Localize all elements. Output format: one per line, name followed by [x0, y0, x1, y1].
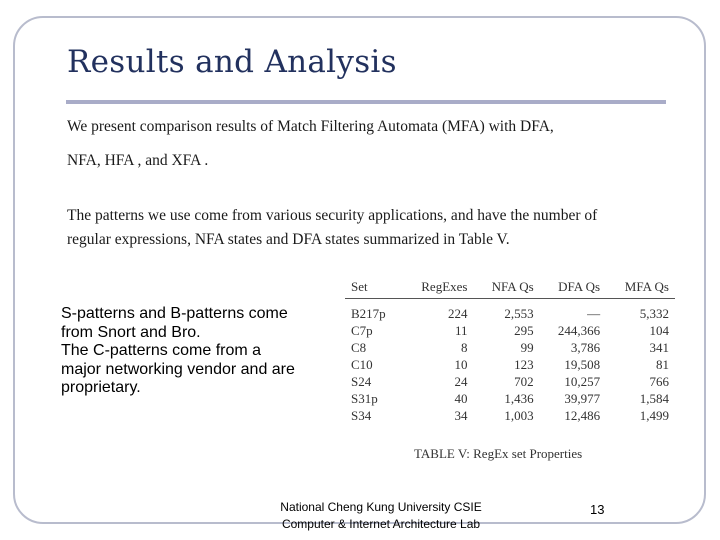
regex-table-container: [345, 276, 675, 428]
patterns-paragraph: The patterns we use come from various security applications, and have the number of regular expressions, NFA states and DFA states summarized in Table V.: [67, 207, 598, 248]
cell-nfa-qs: 123: [514, 356, 534, 372]
cell-regexes: 10: [454, 356, 468, 372]
cell-set: C10: [351, 356, 373, 372]
cell-set: B217p: [351, 305, 386, 321]
cell-set: S31p: [351, 390, 378, 406]
cell-regexes: 224: [447, 305, 468, 321]
side-text-line: The C-patterns come from a: [61, 342, 262, 359]
cell-set: S34: [351, 407, 372, 423]
header-nfa-qs: NFA Qs: [473, 276, 539, 299]
header-regexes: RegExes: [402, 276, 473, 299]
table-caption: TABLE V: RegEx set Properties: [414, 446, 583, 461]
header-dfa-qs: DFA Qs: [540, 276, 606, 299]
cell-dfa-qs: 19,508: [564, 356, 601, 372]
regex-set-table: [345, 276, 675, 428]
side-text-line: proprietary.: [61, 379, 141, 396]
cell-nfa-qs: 99: [520, 339, 534, 355]
cell-dfa-qs: 12,486: [564, 407, 601, 423]
table-row: [345, 322, 675, 339]
cell-dfa-qs: —: [587, 305, 601, 321]
table-row: [345, 299, 675, 323]
side-text-line: major networking vendor and are: [61, 360, 295, 378]
table-row: [345, 390, 675, 407]
cell-mfa-qs: 1,584: [639, 390, 669, 406]
slide-frame: [13, 16, 706, 524]
cell-nfa-qs: 1,003: [504, 407, 534, 423]
cell-mfa-qs: 341: [649, 339, 669, 355]
intro-line-1: We present comparison results of Match Filtering Automata (MFA) with DFA,: [67, 118, 554, 135]
cell-regexes: 34: [454, 407, 468, 423]
table-row: [345, 407, 675, 428]
title-divider: [66, 100, 666, 104]
slide-title: Results and Analysis: [67, 44, 397, 80]
side-text-line: from Snort and Bro.: [61, 323, 201, 341]
table-row: [345, 373, 675, 390]
cell-set: C7p: [351, 322, 373, 338]
cell-set: C8: [351, 339, 367, 355]
cell-regexes: 24: [454, 373, 468, 389]
footer-line-2: Computer & Internet Architecture Lab: [281, 517, 481, 531]
pattern-source-note: [61, 305, 341, 398]
cell-regexes: 8: [460, 339, 468, 355]
intro-line-2: NFA, HFA , and XFA .: [67, 152, 209, 169]
header-set: Set: [345, 276, 402, 299]
page-number: 13: [590, 502, 605, 517]
side-text-line: S-patterns and B-patterns come: [61, 305, 288, 322]
cell-mfa-qs: 104: [649, 322, 669, 338]
table-header-row: [345, 276, 675, 299]
cell-mfa-qs: 81: [656, 356, 669, 372]
cell-mfa-qs: 1,499: [639, 407, 669, 423]
cell-dfa-qs: 39,977: [564, 390, 601, 406]
cell-nfa-qs: 295: [514, 322, 534, 338]
cell-regexes: 11: [454, 322, 468, 338]
footer-affiliation: [246, 499, 516, 533]
cell-nfa-qs: 2,553: [504, 305, 534, 321]
cell-dfa-qs: 3,786: [570, 339, 601, 355]
table-row: [345, 356, 675, 373]
cell-dfa-qs: 244,366: [557, 322, 601, 338]
cell-mfa-qs: 5,332: [639, 305, 669, 321]
table-row: [345, 339, 675, 356]
cell-dfa-qs: 10,257: [564, 373, 601, 389]
cell-nfa-qs: 702: [514, 373, 534, 389]
cell-set: S24: [351, 373, 372, 389]
cell-nfa-qs: 1,436: [504, 390, 534, 406]
header-mfa-qs: MFA Qs: [606, 276, 675, 299]
cell-regexes: 40: [454, 390, 468, 406]
footer-line-1: National Cheng Kung University CSIE: [280, 500, 482, 514]
cell-mfa-qs: 766: [649, 373, 669, 389]
